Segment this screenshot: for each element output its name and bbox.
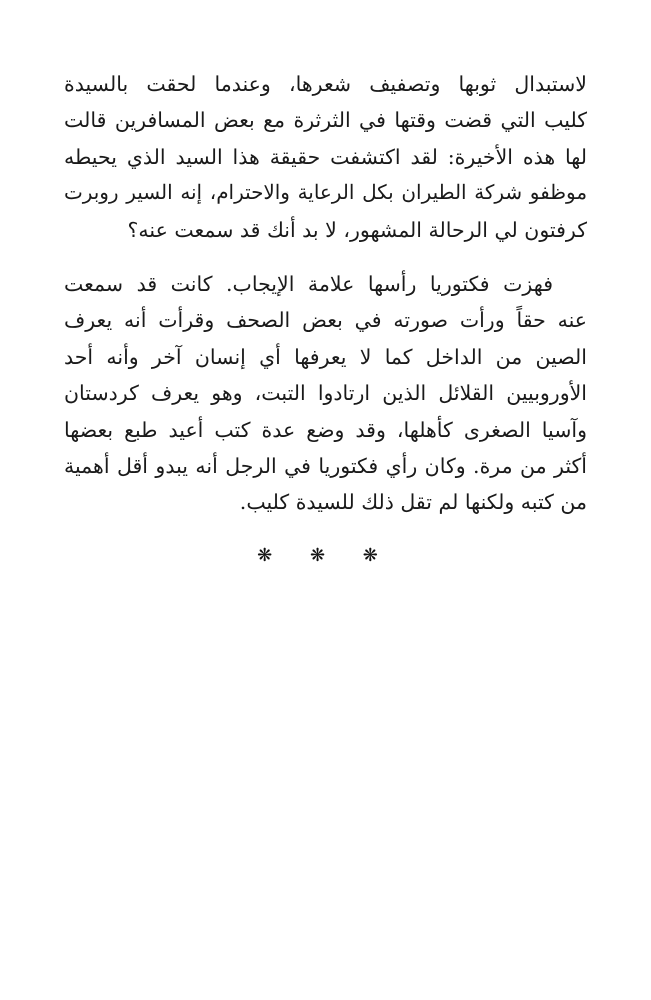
text-line: فهزت فكتوريا رأسها علامة الإيجاب. كانت قد سمعت bbox=[64, 272, 553, 297]
paragraph-2 bbox=[64, 266, 587, 521]
text-line: كليب التي قضت وقتها في الثرثرة مع بعض المسافرين قالت bbox=[64, 108, 587, 133]
page-body bbox=[64, 66, 587, 566]
paragraph-1 bbox=[64, 66, 587, 248]
section-separator: ❋ ❋ ❋ bbox=[257, 544, 394, 566]
text-line: عنه حقاً ورأت صورته في بعض الصحف وقرأت أنه يعرف bbox=[64, 308, 587, 333]
text-line: لها هذه الأخيرة: لقد اكتشفت حقيقة هذا السيد الذي يحيطه bbox=[64, 144, 587, 169]
text-line: الأوروبيين القلائل الذين ارتادوا التبت، وهو يعرف كردستان bbox=[64, 381, 587, 406]
text-line: من كتبه ولكنها لم تقل ذلك للسيدة كليب. bbox=[239, 490, 587, 515]
text-line: كرفتون لي الرحالة المشهور، لا بد أنك قد سمعت عنه؟ bbox=[127, 217, 587, 242]
text-line: موظفو شركة الطيران بكل الرعاية والاحترام، إنه السير روبرت bbox=[64, 181, 587, 205]
text-line: أكثر من مرة. وكان رأي فكتوريا في الرجل أنه يبدو أقل أهمية bbox=[64, 454, 587, 479]
text-line: وآسيا الصغرى كأهلها، وقد وضع عدة كتب أعيد طبع بعضها bbox=[64, 417, 587, 442]
text-line: لاستبدال ثوبها وتصفيف شعرها، وعندما لحقت بالسيدة bbox=[64, 72, 587, 96]
text-line: الصين من الداخل كما لا يعرفها أي إنسان آخر وأنه أحد bbox=[64, 344, 587, 369]
